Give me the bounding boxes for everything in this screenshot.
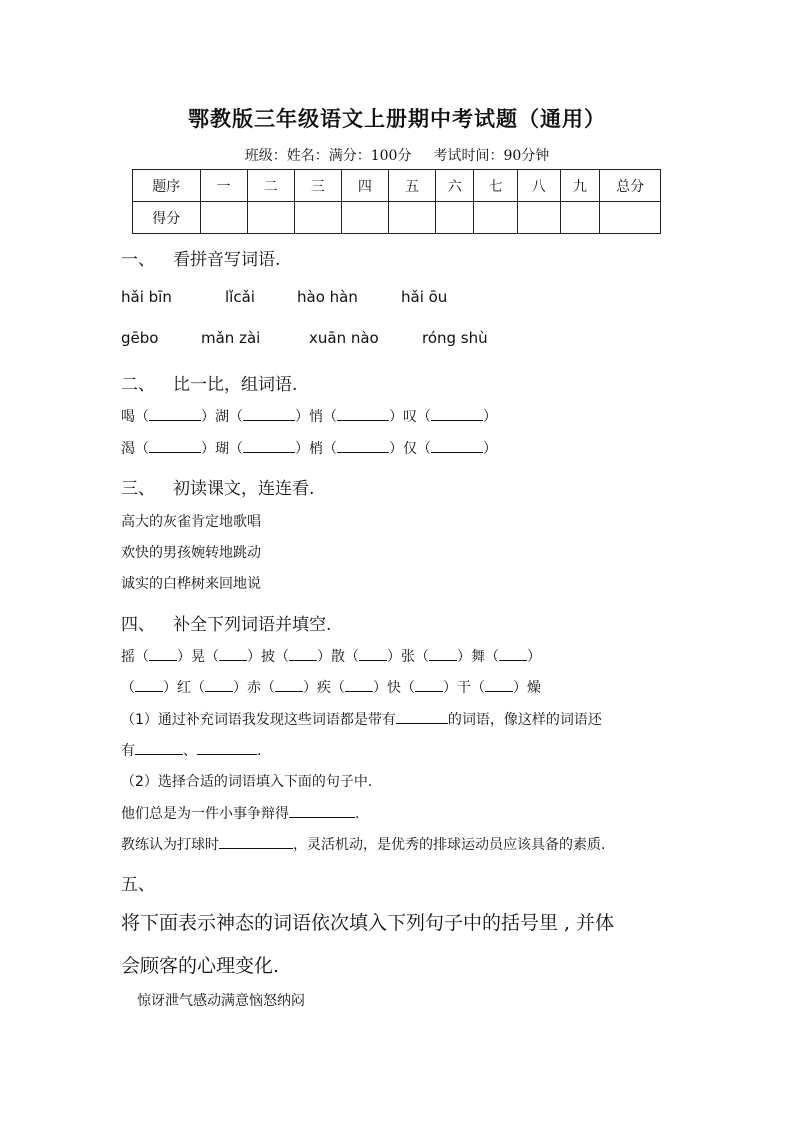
pinyin-item: mǎn zài	[201, 329, 261, 347]
table-cell: 五	[388, 170, 435, 202]
answer-blank[interactable]	[429, 646, 457, 661]
table-cell: 九	[560, 170, 599, 202]
table-cell: 总分	[600, 170, 661, 202]
pinyin-item: gēbo	[121, 329, 159, 347]
fill-question-1: （1）通过补充词语我发现这些词语都是带有 的词语，像这样的词语还	[121, 709, 602, 729]
table-cell: 题序	[133, 170, 201, 202]
answer-blank[interactable]	[135, 740, 183, 755]
section-5-instruction-cont: 会顾客的心理变化.	[121, 955, 280, 977]
exam-time: 考试时间：90分钟	[433, 148, 550, 164]
answer-blank[interactable]	[431, 406, 483, 421]
score-input-cell[interactable]	[560, 202, 599, 234]
score-input-cell[interactable]	[474, 202, 517, 234]
fill-question-2: （2）选择合适的词语填入下面的句子中.	[121, 774, 373, 790]
score-input-cell[interactable]	[247, 202, 294, 234]
fill-row-1: 摇（ ）晃（ ）披（ ）散（ ）张（ ）舞（ ）	[121, 646, 541, 666]
pinyin-item: hào hàn	[297, 288, 358, 306]
fill-row-2: （ ）红（ ）赤（ ）疾（ ）快（ ）干（ ）燥	[121, 677, 541, 697]
answer-blank[interactable]	[289, 646, 317, 661]
answer-blank[interactable]	[243, 438, 295, 453]
answer-blank[interactable]	[359, 646, 387, 661]
answer-blank[interactable]	[396, 709, 448, 724]
pinyin-item: xuān nào	[309, 329, 379, 347]
answer-blank[interactable]	[149, 646, 177, 661]
answer-blank[interactable]	[135, 677, 163, 692]
answer-blank[interactable]	[197, 740, 257, 755]
pinyin-item: hǎi ōu	[401, 288, 448, 306]
match-line: 欢快的男孩婉转地跳动	[121, 545, 261, 561]
score-input-cell[interactable]	[517, 202, 560, 234]
table-cell: 二	[247, 170, 294, 202]
table-cell: 三	[294, 170, 341, 202]
score-table	[132, 169, 661, 234]
fill-sentence-2: 教练认为打球时 ，灵活机动，是优秀的排球运动员应该具备的素质.	[121, 834, 605, 854]
section-1-heading: 一、 看拼音写词语.	[121, 250, 281, 270]
score-input-cell[interactable]	[341, 202, 388, 234]
pinyin-item: lǐcǎi	[225, 288, 255, 306]
answer-blank[interactable]	[337, 406, 389, 421]
answer-blank[interactable]	[345, 677, 373, 692]
answer-blank[interactable]	[415, 677, 443, 692]
answer-blank[interactable]	[289, 803, 355, 818]
section-2-heading: 二、 比一比，组词语.	[121, 375, 298, 395]
compare-row-2: 渴（ ）瑚（ ）梢（ ）仅（ ）	[121, 438, 497, 458]
pinyin-item: róng shù	[422, 329, 488, 347]
pinyin-item: hǎi bīn	[121, 288, 172, 306]
section-5-heading: 五、	[121, 875, 155, 895]
word-bank: 惊讶泄气感动满意恼怒纳闷	[137, 993, 305, 1009]
table-cell: 六	[436, 170, 474, 202]
answer-blank[interactable]	[219, 646, 247, 661]
fill-sentence-1: 他们总是为一件小事争辩得 .	[121, 803, 359, 823]
answer-blank[interactable]	[219, 834, 293, 849]
answer-blank[interactable]	[243, 406, 295, 421]
match-line: 高大的灰雀肯定地歌唱	[121, 514, 261, 530]
answer-blank[interactable]	[337, 438, 389, 453]
table-cell: 四	[341, 170, 388, 202]
answer-blank[interactable]	[149, 406, 201, 421]
table-cell: 八	[517, 170, 560, 202]
answer-blank[interactable]	[149, 438, 201, 453]
score-input-cell[interactable]	[436, 202, 474, 234]
score-input-cell[interactable]	[388, 202, 435, 234]
answer-blank[interactable]	[431, 438, 483, 453]
score-input-cell[interactable]	[294, 202, 341, 234]
page-title: 鄂教版三年级语文上册期中考试题（通用）	[188, 106, 606, 131]
answer-blank[interactable]	[205, 677, 233, 692]
compare-row-1: 喝（ ）湖（ ）悄（ ）叹（ ）	[121, 406, 497, 426]
section-4-heading: 四、 补全下列词语并填空.	[121, 615, 332, 635]
answer-blank[interactable]	[275, 677, 303, 692]
score-table-header-row	[133, 170, 661, 202]
class-name-score: 班级：姓名：满分：100分	[244, 148, 412, 164]
answer-blank[interactable]	[499, 646, 527, 661]
score-table-score-row	[133, 202, 661, 234]
table-cell: 一	[200, 170, 247, 202]
fill-question-1-cont: 有 、 .	[121, 740, 261, 760]
table-cell: 得分	[133, 202, 201, 234]
score-input-cell[interactable]	[600, 202, 661, 234]
answer-blank[interactable]	[485, 677, 513, 692]
section-3-heading: 三、 初读课文，连连看.	[121, 479, 315, 499]
score-input-cell[interactable]	[200, 202, 247, 234]
section-5-instruction: 将下面表示神态的词语依次填入下列句子中的括号里 , 并体	[121, 912, 615, 934]
table-cell: 七	[474, 170, 517, 202]
match-line: 诚实的白桦树来回地说	[121, 576, 261, 592]
exam-info	[0, 145, 794, 165]
